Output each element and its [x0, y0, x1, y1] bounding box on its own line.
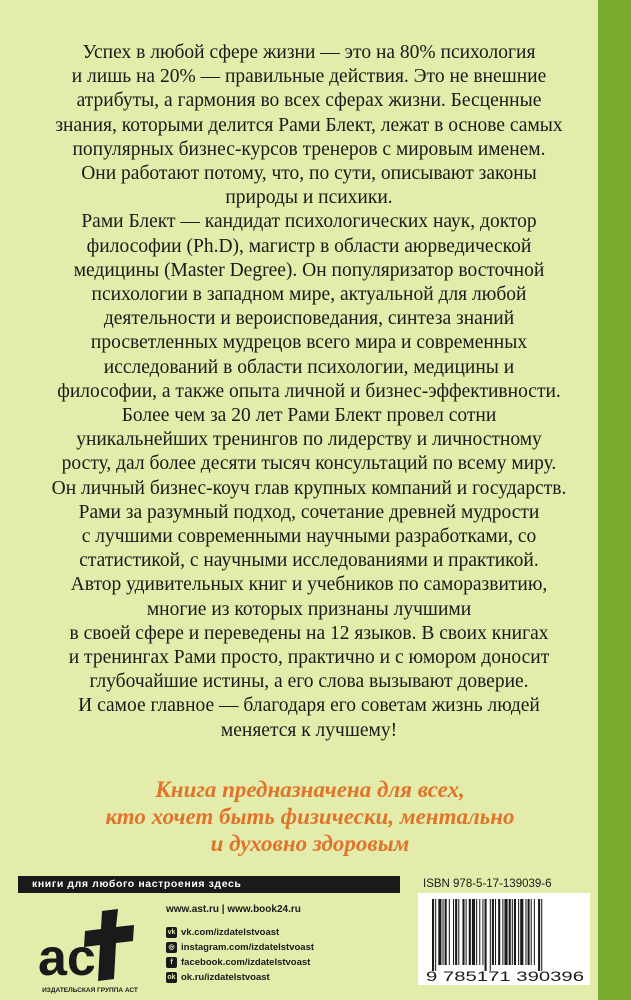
description-line: в своей сфере и переведены на 12 языков. В своих книгах	[69, 622, 549, 644]
barcode-bar	[438, 899, 441, 965]
logo-text: ас	[38, 929, 96, 985]
barcode-bar	[538, 899, 540, 971]
barcode-digits: 9 785171 390396	[426, 968, 585, 984]
description-line: уникальнейших тренингов по лидерству и личностному	[76, 429, 542, 451]
barcode-bar	[479, 899, 480, 965]
description-line: и лишь на 20% — правильные действия. Это не внешние	[71, 66, 547, 88]
barcode-bar	[504, 899, 507, 965]
barcode-bar	[472, 899, 475, 965]
description-line: меняется к лучшему!	[220, 719, 398, 741]
social-link-facebook[interactable]	[166, 955, 310, 969]
barcode-bar	[525, 899, 526, 965]
social-link-text: ok.ru/izdatelstvoast	[181, 971, 270, 983]
description-line: философии, а также опыта личной и бизнес-эффективности.	[57, 380, 561, 402]
barcode-bar	[495, 899, 496, 965]
barcode-bar	[449, 899, 450, 965]
barcode-bar	[492, 899, 494, 965]
description-line: Рами за разумный подход, сочетание древней мудрости	[78, 501, 540, 523]
description-line: глубочайшие истины, а его слова вызывают доверие.	[89, 671, 529, 693]
barcode	[418, 893, 590, 985]
description-line: деятельности и вероисповедания, синтеза знаний	[103, 308, 515, 330]
barcode-bar	[445, 899, 447, 965]
vk-icon: vk	[167, 928, 176, 936]
barcode-bar	[520, 899, 523, 965]
barcode-bar	[458, 899, 459, 965]
social-link-text: instagram.com/izdatelstvoast	[181, 941, 315, 953]
publisher-logo	[30, 905, 148, 985]
description-line: медицины (Master Degree). Он популяризатор восточной	[73, 259, 545, 281]
description-line: психологии в западном мире, актуальной для любой	[91, 284, 527, 306]
isbn-label: ISBN 978-5-17-139039-6	[423, 878, 552, 890]
social-link-odnoklassniki[interactable]	[166, 970, 270, 984]
ast-logo-icon	[30, 905, 148, 985]
description-line: Более чем за 20 лет Рами Блект провел сотни	[121, 405, 497, 427]
description-line: популярных бизнес-курсов тренеров с мировым именем.	[72, 138, 546, 160]
publisher-name: ИЗДАТЕЛЬСКАЯ ГРУППА АСТ	[42, 987, 138, 994]
tagline-line: и духовно здоровым	[210, 831, 410, 856]
barcode-bar	[528, 899, 530, 965]
social-link-text: vk.com/izdatelstvoast	[181, 926, 280, 938]
barcode-bar	[512, 899, 513, 965]
description-line: и тренингах Рами просто, практично и с юмором доносит	[68, 647, 550, 669]
slogan-text: книги для любого настроения здесь	[32, 878, 242, 890]
barcode-bar	[490, 899, 491, 971]
barcode-bar	[509, 899, 511, 965]
barcode-bar	[502, 899, 503, 965]
description-line: Автор удивительных книг и учебников по саморазвитию,	[70, 574, 548, 596]
facebook-icon: f	[166, 957, 177, 968]
barcode-bar	[485, 899, 487, 971]
barcode-bar	[498, 899, 500, 965]
barcode-bar	[462, 899, 464, 965]
description-line: многие из которых признаны лучшими	[146, 598, 472, 620]
barcode-graphic	[418, 893, 590, 985]
barcode-bar	[482, 899, 483, 965]
barcode-bar	[435, 899, 436, 971]
barcode-bar	[443, 899, 444, 965]
barcode-bar	[514, 899, 516, 965]
instagram-icon: ◎	[166, 942, 177, 953]
social-link-instagram[interactable]	[166, 940, 314, 954]
publisher-websites[interactable]: www.ast.ru | www.book24.ru	[166, 904, 301, 915]
description-line: статистикой, с научными исследованиями и практикой.	[79, 550, 539, 572]
barcode-bar	[534, 899, 535, 965]
tagline	[30, 776, 590, 857]
description-line: исследований в области психологии, медицины и	[103, 356, 515, 378]
description-line: И самое главное — благодаря его советам жизнь людей	[78, 695, 540, 717]
description-line: Он личный бизнес-коуч глав крупных компаний и государств.	[51, 477, 567, 499]
spine-strip	[598, 0, 631, 1000]
description-line: знания, которыми делится Рами Блект, лежат в основе самых	[55, 114, 563, 136]
tagline-line: Книга предназначена для всех,	[155, 777, 465, 802]
barcode-bars	[432, 899, 542, 971]
description-line: Они работают потому, что, по сути, описывают законы	[81, 163, 537, 185]
barcode-bar	[466, 899, 467, 965]
barcode-bar	[541, 899, 542, 971]
tagline-line: кто хочет быть физически, ментально	[105, 804, 515, 829]
description-line: природы и психики.	[225, 187, 393, 209]
barcode-bar	[453, 899, 454, 965]
description-line: Успех в любой сфере жизни — это на 80% психология	[82, 42, 536, 63]
description-line: атрибуты, а гармония во всех сферах жизни. Бесценные	[76, 90, 542, 112]
book-description	[35, 41, 583, 743]
description-line: с лучшими современными научными разработками, со	[81, 526, 537, 548]
social-link-vk[interactable]	[166, 925, 279, 939]
odnoklassniki-icon: ok	[167, 973, 176, 981]
description-line: Рами Блект — кандидат психологических наук, доктор	[81, 211, 537, 233]
barcode-bar	[531, 899, 532, 965]
barcode-bar	[455, 899, 457, 965]
barcode-bar	[476, 899, 477, 965]
description-line: философии (Ph.D), магистр в области аюрведической	[86, 235, 532, 257]
barcode-bar	[518, 899, 519, 965]
barcode-bar	[469, 899, 471, 965]
description-line: росту, дал более десяти тысяч консультаций по всему миру.	[61, 453, 557, 475]
description-line: просветленных мудрецов всего мира и современных	[90, 332, 528, 354]
barcode-bar	[432, 899, 434, 971]
social-link-text: facebook.com/izdatelstvoast	[181, 956, 311, 968]
